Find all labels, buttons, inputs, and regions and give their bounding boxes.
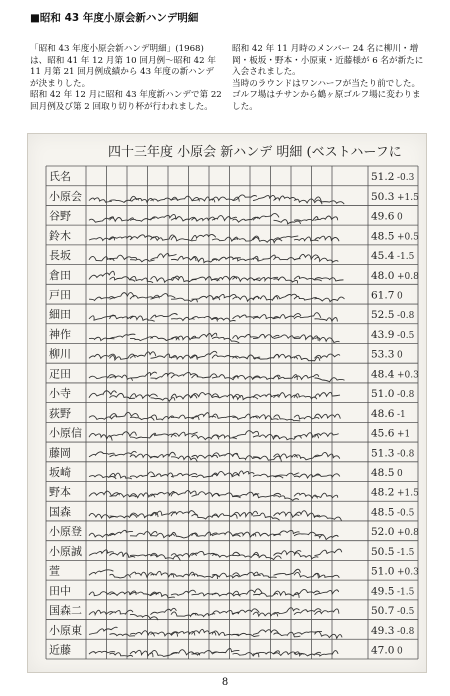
handwritten-score [294, 433, 319, 439]
handwritten-score [110, 451, 137, 457]
scan-handicap: 48.0 [371, 269, 395, 282]
handwritten-score [110, 255, 137, 260]
scan-name: 藤岡 [49, 446, 71, 460]
paragraph: 昭和 42 年 12 月に昭和 43 年度新ハンデで第 22 回月例及び第 2 回取り切り杯が行われました。 [30, 90, 222, 112]
handwritten-score [294, 394, 317, 399]
handwritten-score [151, 314, 178, 319]
handwritten-score [151, 373, 175, 379]
scan-name: 倉田 [49, 268, 71, 282]
scan-handicap: 49.3 [371, 624, 395, 637]
page-number: 8 [221, 677, 229, 688]
handwritten-score [89, 391, 116, 398]
handwritten-score [130, 372, 157, 378]
handwritten-score [89, 475, 116, 479]
handwritten-score [151, 571, 174, 577]
scan-adjustment: -0.5 [397, 607, 415, 618]
handwritten-score [294, 493, 317, 498]
scan-handicap: 49.6 [371, 210, 395, 223]
handwritten-score [233, 572, 261, 576]
handwritten-score [274, 496, 299, 501]
scan-adjustment: 0 [397, 646, 403, 657]
handwritten-score [315, 278, 344, 281]
handwritten-score [294, 217, 318, 221]
scan-handicap: 53.3 [371, 348, 395, 361]
handwritten-score [212, 593, 240, 596]
handwritten-score [130, 417, 154, 420]
handwritten-score [233, 554, 259, 557]
handwritten-score [110, 334, 136, 338]
handwritten-score [192, 455, 218, 458]
handwritten-score [130, 337, 153, 341]
handwritten-score [212, 337, 239, 343]
handwritten-score [192, 435, 219, 440]
handwritten-score [171, 415, 199, 420]
handwritten-score [110, 610, 133, 614]
handwritten-score [315, 609, 339, 615]
handwritten-scorecard-scan [27, 133, 427, 673]
handwritten-score [192, 234, 216, 240]
scan-name: 国森二 [49, 604, 82, 618]
scan-name: 萱 [49, 564, 60, 578]
scan-handicap: 50.7 [371, 605, 395, 618]
handwritten-score [89, 375, 116, 379]
handwritten-score [130, 295, 159, 299]
handwritten-score [151, 650, 178, 656]
paragraph: 「昭和 43 年度小原会新ハンデ明細」(1968) は、昭和 41 年 12 月第 10 回月例〜昭和 42 年 11 月第 21 回月例成績から 43 年度の新ハンデが決まりした。 [30, 44, 216, 89]
scan-handicap: 49.5 [371, 585, 395, 598]
handwritten-score [315, 317, 338, 321]
scan-handicap: 52.0 [371, 526, 395, 539]
handwritten-score [192, 316, 218, 321]
scan-name: 小原東 [49, 623, 82, 637]
scan-name: 小原登 [49, 525, 82, 539]
handwritten-score [151, 198, 178, 201]
scan-adjustment: -1.5 [397, 252, 415, 263]
scan-adjustment: 0 [397, 468, 403, 479]
scan-handicap: 61.7 [371, 289, 395, 302]
handwritten-score [212, 317, 236, 321]
scan-name: 疋田 [49, 367, 71, 381]
scan-adjustment: -0.3 [397, 173, 415, 184]
handwritten-score [130, 572, 154, 577]
scan-adjustment: -1.5 [397, 547, 415, 558]
handwritten-score [110, 277, 135, 282]
handwritten-score [233, 217, 259, 222]
scan-name: 小原会 [49, 189, 82, 203]
handwritten-score [253, 532, 281, 536]
scan-name: 氏名 [49, 170, 71, 184]
handwritten-score [315, 257, 339, 262]
scan-adjustment: 0 [397, 291, 403, 302]
handwritten-score [212, 471, 239, 476]
handwritten-score [315, 297, 345, 302]
handwritten-score [315, 590, 339, 595]
handwritten-score [315, 493, 338, 498]
scan-handicap: 48.5 [371, 466, 395, 479]
scan-adjustment: +1.5 [397, 488, 419, 499]
handwritten-score [89, 570, 113, 575]
handwritten-score [151, 398, 175, 402]
handwritten-score [233, 471, 255, 477]
intro-column-left [30, 44, 222, 114]
handwritten-score [89, 256, 114, 261]
scan-handicap: 50.5 [371, 545, 395, 558]
scan-handicap: 48.5 [371, 230, 395, 243]
scan-adjustment: +1.5 [397, 192, 419, 203]
handwritten-score [89, 416, 117, 420]
handwritten-score [130, 454, 158, 458]
scan-handicap: 51.0 [371, 388, 395, 401]
handwritten-score [253, 474, 283, 478]
handwritten-score [110, 199, 139, 203]
scan-name: 長坂 [49, 249, 71, 263]
scan-adjustment: -0.8 [397, 626, 415, 637]
scan-handicap: 45.6 [371, 427, 395, 440]
scan-name: 野本 [49, 485, 71, 499]
scan-handicap: 50.3 [371, 190, 395, 203]
handwritten-score [274, 354, 298, 359]
handwritten-score [130, 276, 153, 282]
handwritten-score [315, 549, 342, 555]
handwritten-score [315, 474, 340, 478]
handwritten-score [233, 355, 261, 359]
scan-adjustment: +1 [397, 429, 411, 440]
handwritten-score [212, 552, 240, 557]
scan-handicap: 51.0 [371, 565, 395, 578]
scan-name: 田中 [49, 584, 71, 598]
handwritten-score [253, 456, 281, 461]
paragraph: ゴルフ場はチサンから鶴ヶ原ゴルフ場に変わりました。 [232, 90, 421, 112]
handwritten-score [294, 296, 317, 300]
handwritten-score [294, 375, 319, 380]
handwritten-score [294, 455, 320, 460]
scan-handicap: 48.5 [371, 506, 395, 519]
scan-name: 谷野 [49, 209, 71, 223]
handwritten-score [171, 336, 196, 340]
handwritten-score [294, 355, 320, 361]
scan-adjustment: +0.5 [397, 232, 419, 243]
handwritten-score [253, 214, 279, 221]
handwritten-score [110, 653, 133, 657]
scan-adjustment: -0.8 [397, 311, 415, 322]
scan-adjustment: -1 [397, 409, 406, 420]
handwritten-score [151, 354, 177, 358]
scan-name: 細田 [49, 308, 71, 322]
handwritten-score [212, 610, 239, 614]
scan-adjustment: +0.3 [397, 567, 419, 578]
handwritten-score [315, 651, 339, 656]
scan-adjustment: -0.8 [397, 390, 415, 401]
handwritten-score [89, 433, 112, 440]
handwritten-score [192, 629, 216, 635]
handwritten-score [171, 491, 196, 497]
handwritten-score [212, 197, 239, 202]
scan-adjustment: 0 [397, 350, 403, 361]
scan-adjustment: 0 [397, 212, 403, 223]
handwritten-score [110, 552, 136, 557]
scan-handicap: 51.2 [371, 171, 395, 184]
handwritten-score [110, 218, 134, 222]
handwritten-score [171, 456, 197, 462]
handwritten-score [315, 632, 343, 639]
scan-handicap: 43.9 [371, 328, 395, 341]
scan-name: 小寺 [49, 387, 71, 401]
handwritten-score [274, 314, 301, 319]
scan-adjustment: +0.8 [397, 528, 419, 539]
handwritten-score [315, 535, 339, 540]
handwritten-score [274, 277, 298, 283]
handwritten-score [294, 237, 318, 241]
handwritten-score [233, 653, 259, 658]
scan-handicap: 45.4 [371, 250, 395, 263]
handwritten-score [110, 515, 137, 518]
scan-handicap: 48.4 [371, 368, 395, 381]
scan-adjustment: -0.8 [397, 449, 415, 460]
scan-name: 柳川 [49, 347, 71, 361]
scan-name: 戸田 [49, 288, 71, 302]
scan-name: 荻野 [49, 406, 71, 420]
handwritten-score [294, 199, 322, 204]
scan-adjustment: -1.5 [397, 587, 415, 598]
handwritten-score [110, 375, 133, 381]
handwritten-score [171, 355, 197, 360]
handwritten-score [294, 276, 322, 281]
scan-name: 鈴木 [49, 229, 71, 243]
handwritten-score [233, 609, 260, 615]
handwritten-score [130, 650, 153, 657]
scan-name: 小原誠 [49, 544, 82, 558]
handwritten-score [294, 532, 323, 536]
page-title: ■昭和 43 年度小原会新ハンデ明細 [30, 12, 199, 24]
handwritten-score [171, 632, 195, 636]
handwritten-score [171, 650, 200, 656]
handwritten-score [89, 198, 112, 202]
handwritten-score [171, 572, 195, 577]
scan-handicap: 51.3 [371, 447, 395, 460]
handwritten-score [110, 432, 137, 437]
handwritten-score [274, 454, 298, 458]
handwritten-score [151, 253, 177, 259]
scan-adjustment: -0.5 [397, 330, 415, 341]
paragraph: 当時のラウンドはワンハーフが当たり前でした。 [232, 78, 421, 89]
handwritten-score [151, 608, 177, 614]
scan-adjustment: +0.3 [397, 370, 419, 381]
handwritten-score [315, 516, 342, 521]
handwritten-score [171, 317, 194, 320]
scan-name: 小原信 [49, 426, 82, 440]
handwritten-score [294, 335, 318, 341]
scan-handicap: 48.2 [371, 486, 395, 499]
scan-handicap: 48.6 [371, 407, 395, 420]
scan-name: 国森 [49, 505, 71, 519]
paragraph: 昭和 42 年 11 月時のメンバー 24 名に柳川・増岡・板坂・野本・小原東・近藤様が 6 名が新たに入会されました。 [232, 44, 424, 78]
scan-adjustment: +0.8 [397, 271, 419, 282]
handwritten-score [110, 473, 132, 479]
handwritten-score [315, 392, 340, 397]
handwritten-score [171, 532, 197, 538]
scan-name: 坂崎 [49, 465, 71, 479]
scan-handicap: 47.0 [371, 644, 395, 657]
handwritten-score [89, 610, 113, 614]
scan-name: 神作 [49, 327, 71, 341]
scan-adjustment: -0.5 [397, 508, 415, 519]
handwritten-score [171, 432, 198, 437]
intro-column-right [232, 44, 424, 114]
scan-handicap: 52.5 [371, 309, 395, 322]
handwritten-score [315, 378, 345, 382]
handwritten-score [274, 196, 297, 201]
scan-name: 近藤 [49, 643, 71, 657]
scan-heading: 四十三年度 小原会 新ハンデ 明細 (ベストハーフに [108, 145, 402, 160]
